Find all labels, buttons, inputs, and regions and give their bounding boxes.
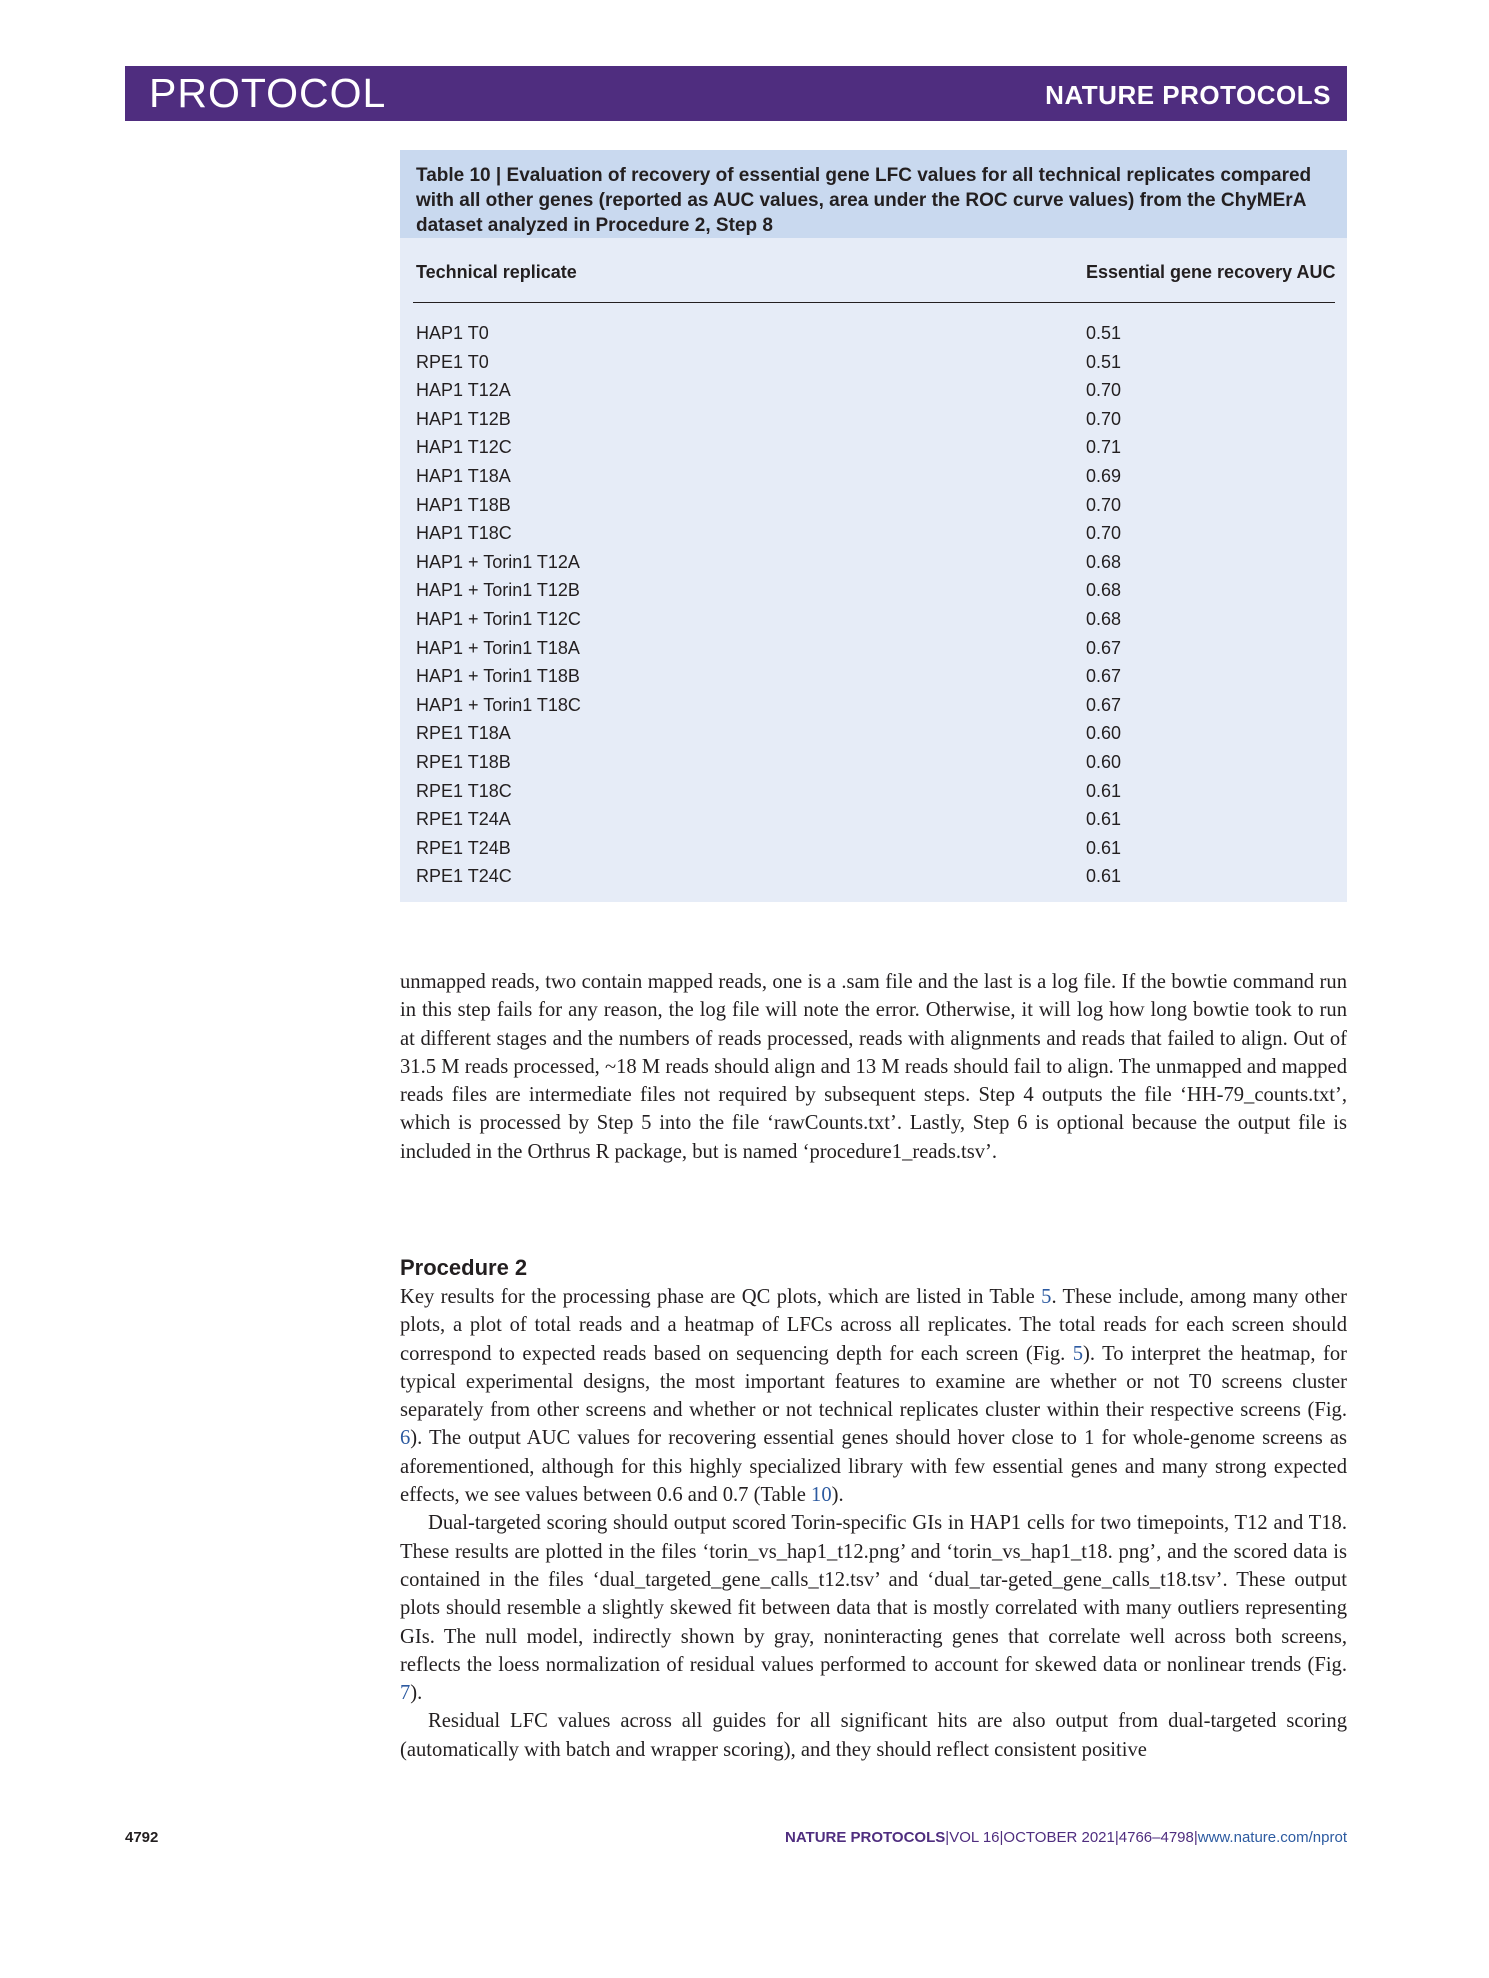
cell-auc: 0.68 [1086, 580, 1122, 601]
cell-replicate: HAP1 T12A [416, 380, 511, 401]
table-row [400, 749, 1347, 778]
cell-auc: 0.70 [1086, 494, 1122, 515]
table-row [400, 806, 1347, 835]
cell-replicate: HAP1 + Torin1 T12C [416, 608, 581, 629]
table-row [400, 606, 1347, 635]
cell-replicate: RPE1 T18A [416, 723, 511, 744]
cell-replicate: HAP1 T18A [416, 465, 511, 486]
cell-replicate: HAP1 T18B [416, 494, 511, 515]
footer-url-link[interactable]: www.nature.com/nprot [1197, 1829, 1347, 1846]
table-body [400, 320, 1347, 892]
cell-auc: 0.67 [1086, 694, 1122, 715]
cell-replicate: HAP1 T12C [416, 437, 512, 458]
table-caption-text: Evaluation of recovery of essential gene LFC values for all technical replicates compared with all other genes (reported as AUC values, area under the ROC curve values) from the ChyMErA dataset analyzed in Procedure 2, Step 8 [416, 165, 1312, 236]
cell-auc: 0.61 [1086, 837, 1122, 858]
cell-replicate: RPE1 T24A [416, 809, 511, 830]
cell-auc: 0.67 [1086, 666, 1122, 687]
table-row [400, 434, 1347, 463]
table-row [400, 863, 1347, 892]
table-row [400, 692, 1347, 721]
footer-volume: VOL 16 [949, 1829, 1000, 1846]
cell-auc: 0.70 [1086, 523, 1122, 544]
column-header-auc: Essential gene recovery AUC [1086, 262, 1336, 282]
cell-auc: 0.61 [1086, 866, 1122, 887]
cell-replicate: HAP1 T12B [416, 408, 511, 429]
table-row [400, 577, 1347, 606]
header-section-label: PROTOCOL [149, 70, 387, 116]
cell-auc: 0.60 [1086, 751, 1122, 772]
cell-auc: 0.67 [1086, 637, 1122, 658]
table-row [400, 406, 1347, 435]
table-number: Table 10 | [416, 165, 502, 186]
table-caption [400, 150, 1347, 238]
paragraph-text: unmapped reads, two contain mapped reads, one is a .sam file and the last is a log file. If the bowtie command run in this step fails for any reason, the log file will note the error. Otherwise, it will log how long bowtie took to run at different stages and the numbers of reads processed, reads with alignments and reads that failed to align. Out of 31.5 M reads processed, ~18 M reads should align and 13 M reads should fail to align. The unmapped and mapped reads files are intermediate files not required by subsequent steps. Step 4 outputs the file ‘HH-79_counts.txt’, which is processed by Step 5 into the file ‘rawCounts.txt’. Lastly, Step 6 is optional because the output file is included in the Orthrus R package, but is named ‘procedure1_reads.tsv’. [400, 971, 1347, 1163]
section-heading-procedure-2: Procedure 2 [400, 1255, 528, 1280]
table-row [400, 349, 1347, 378]
cell-auc: 0.61 [1086, 809, 1122, 830]
cell-replicate: HAP1 T18C [416, 523, 512, 544]
cell-auc: 0.61 [1086, 780, 1122, 801]
table-10 [400, 150, 1347, 902]
cell-auc: 0.69 [1086, 465, 1122, 486]
table-row [400, 463, 1347, 492]
cell-replicate: RPE1 T18B [416, 751, 511, 772]
cell-replicate: RPE1 T0 [416, 351, 489, 372]
paragraph-qc-plots: Key results for the processing phase are QC plots, which are listed in Table 5. These include, among many other plots, a plot of total reads and a heatmap of LFCs across all replicates. The total reads for each screen should correspond to expected reads based on sequencing depth for each screen (Fig. 5). To interpret the heatmap, for typical experimental designs, the most important features to examine are whether or not T0 screens cluster separately from other screens and whether or not technical replicates cluster within their respective screens (Fig. 6). The output AUC values for recovering essential genes should hover close to 1 for whole-genome screens as aforementioned, although for this highly specialized library with few essential genes and many strong expected effects, we see values between 0.6 and 0.7 (Table 10). [400, 1286, 1347, 1507]
column-header-replicate: Technical replicate [416, 262, 577, 282]
footer-journal: NATURE PROTOCOLS [784, 1829, 946, 1846]
footer-date: OCTOBER 2021 [1003, 1829, 1115, 1846]
footer-citation: NATURE PROTOCOLS|VOL 16|OCTOBER 2021|4766–4798|www.nature.com/nprot [784, 1829, 1347, 1846]
cell-replicate: HAP1 + Torin1 T18B [416, 666, 580, 687]
link-table-10[interactable]: 10 [811, 1484, 832, 1507]
cell-auc: 0.60 [1086, 723, 1122, 744]
header-journal-name: NATURE PROTOCOLS [1045, 80, 1331, 110]
cell-replicate: HAP1 + Torin1 T12B [416, 580, 580, 601]
cell-auc: 0.70 [1086, 408, 1122, 429]
footer-pages: 4766–4798 [1118, 1829, 1194, 1846]
table-header-rule [413, 302, 1335, 303]
cell-auc: 0.71 [1086, 437, 1122, 458]
page-number: 4792 [125, 1829, 159, 1846]
table-row [400, 492, 1347, 521]
table-row [400, 635, 1347, 664]
header-banner [125, 66, 1347, 121]
cell-auc: 0.68 [1086, 551, 1122, 572]
table-row [400, 377, 1347, 406]
cell-replicate: RPE1 T24B [416, 837, 511, 858]
cell-auc: 0.70 [1086, 380, 1122, 401]
cell-replicate: HAP1 T0 [416, 323, 489, 343]
table-row [400, 320, 1347, 349]
table-row [400, 663, 1347, 692]
cell-auc: 0.68 [1086, 608, 1122, 629]
procedure-2-body [400, 1283, 1347, 1764]
link-fig-5[interactable]: 5 [1072, 1342, 1084, 1365]
link-fig-7[interactable]: 7 [400, 1682, 411, 1705]
paragraph-procedure1-results [400, 968, 1347, 1166]
cell-replicate: RPE1 T18C [416, 780, 512, 801]
link-table-5[interactable]: 5 [1041, 1286, 1052, 1308]
cell-replicate: RPE1 T24C [416, 866, 512, 887]
cell-replicate: HAP1 + Torin1 T12A [416, 551, 580, 572]
cell-replicate: HAP1 + Torin1 T18A [416, 637, 580, 658]
table-row [400, 835, 1347, 864]
table-row [400, 549, 1347, 578]
paragraph-dual-targeted-scoring: Dual-targeted scoring should output scored Torin-specific GIs in HAP1 cells for two timepoints, T12 and T18. These results are plotted in the files ‘torin_vs_hap1_t12.png’ and ‘torin_vs_hap1_t18. png’, and the scored data is contained in the files ‘dual_targeted_gene_calls_t12.tsv’ and ‘dual_tar-geted_gene_calls_t18.tsv’. These output plots should resemble a slightly skewed fit between data that is mostly correlated with many outliers representing GIs. The null model, indirectly shown by gray, noninteracting genes that correlate well across both screens, reflects the loess normalization of residual values performed to account for skewed data or nonlinear trends (Fig. 7). [400, 1512, 1347, 1705]
link-fig-6[interactable]: 6 [400, 1427, 411, 1450]
table-row [400, 778, 1347, 807]
cell-auc: 0.51 [1086, 323, 1122, 343]
paragraph-residual-lfc: Residual LFC values across all guides for all significant hits are also output from dual-targeted scoring (automatically with batch and wrapper scoring), and they should reflect consistent positive [400, 1710, 1347, 1761]
table-row [400, 720, 1347, 749]
cell-auc: 0.51 [1086, 351, 1122, 372]
table-row [400, 520, 1347, 549]
cell-replicate: HAP1 + Torin1 T18C [416, 694, 581, 715]
